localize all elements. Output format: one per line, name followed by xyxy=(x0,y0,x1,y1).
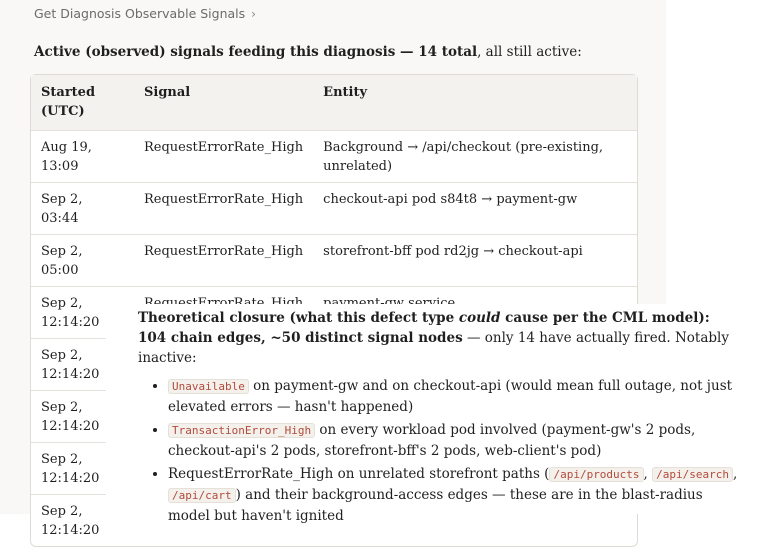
cell-started: Sep 2, 05:00 xyxy=(31,235,134,287)
cell-started: Sep 2, 12:14:20 xyxy=(31,443,134,495)
path-code: /api/search xyxy=(652,467,733,482)
cell-signal: RequestErrorRate_High xyxy=(134,235,313,287)
cell-started: Aug 19, 13:09 xyxy=(31,131,134,183)
header-entity: Entity xyxy=(313,75,637,131)
closure-heading-part-1: Theoretical closure (what this defect type xyxy=(138,310,459,326)
list-item xyxy=(168,420,738,461)
separator: , xyxy=(643,466,653,482)
list-item xyxy=(168,464,738,526)
cell-signal: RequestErrorRate_High xyxy=(134,131,313,183)
table-row xyxy=(31,235,637,287)
summary-line xyxy=(34,44,582,60)
cell-signal: RequestErrorRate_High xyxy=(134,183,313,235)
table-row xyxy=(31,183,637,235)
header-started: Started (UTC) xyxy=(31,75,134,131)
closure-note-panel xyxy=(106,304,772,524)
closure-heading xyxy=(138,308,738,368)
breadcrumb[interactable] xyxy=(34,6,256,21)
cell-started: Sep 2, 03:44 xyxy=(31,183,134,235)
cell-started: Sep 2, 12:14:20 xyxy=(31,339,134,391)
cell-started: Sep 2, 12:14:20 xyxy=(31,391,134,443)
cell-started: Sep 2, 12:14:20 xyxy=(31,495,134,547)
inactive-signals-list xyxy=(138,376,738,526)
cell-entity: Background → /api/checkout (pre-existing, unrelated) xyxy=(313,131,637,183)
list-item-text: on every workload pod involved (payment-gw's 2 pods, checkout-api's 2 pods, storefront-bff's 2 pods, web-client's pod) xyxy=(168,422,696,459)
cell-entity: storefront-bff pod rd2jg → checkout-api xyxy=(313,235,637,287)
summary-bold: Active (observed) signals feeding this diagnosis — 14 total xyxy=(34,44,478,60)
list-item-text: ) and their background-access edges — these are in the blast-radius model but haven't ignited xyxy=(168,487,703,524)
cell-started: Sep 2, 12:14:20 xyxy=(31,287,134,339)
breadcrumb-label[interactable]: Get Diagnosis Observable Signals xyxy=(34,6,246,21)
closure-note xyxy=(138,308,738,529)
path-code: /api/products xyxy=(549,467,643,482)
cell-entity: checkout-api pod s84t8 → payment-gw xyxy=(313,183,637,235)
chevron-right-icon: › xyxy=(251,7,256,21)
closure-heading-part-2: cause per the CML model): 104 chain edges, ~50 distinct signal nodes xyxy=(138,310,710,346)
closure-heading-rest: — only 14 have actually fired. Notably inactive: xyxy=(138,330,729,366)
summary-rest: , all still active: xyxy=(477,44,582,60)
list-item-text: on payment-gw and on checkout-api (would mean full outage, not just elevated errors — hasn't happened) xyxy=(168,378,733,415)
list-item-text: RequestErrorRate_High on unrelated storefront paths ( xyxy=(168,466,550,482)
closure-heading-italic: could xyxy=(458,310,501,326)
signal-code: Unavailable xyxy=(168,379,249,394)
list-item xyxy=(168,376,738,417)
header-signal: Signal xyxy=(134,75,313,131)
table-header-row xyxy=(31,75,637,131)
signal-code: TransactionError_High xyxy=(168,423,315,438)
table-row xyxy=(31,131,637,183)
separator: , xyxy=(733,466,738,482)
path-code: /api/cart xyxy=(168,488,236,503)
